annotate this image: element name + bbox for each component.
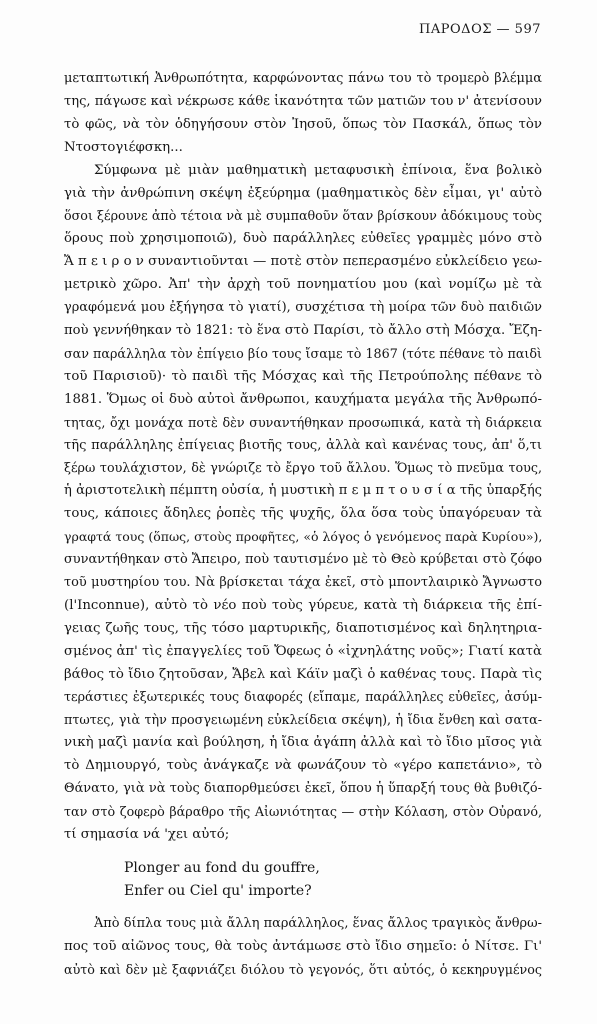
text-line: μεταπτωτική Ἀνθρωπότητα, καρφώνοντας πάνω του τὸ τρομερὸ βλέμμα — [64, 71, 542, 86]
text-line: πτωτες, γιὰ τὴν προσγειωμένη εὐκλείδεια σκέψη), ἡ ἴδια ἔνθεη καὶ σατα- — [64, 712, 542, 728]
text-line: νικὴ μαζὶ μανία καὶ βούληση, ἡ ἴδια ἀγάπη ἀλλὰ καὶ τὸ ἴδιο μῖσος γιὰ — [64, 735, 542, 751]
text-line: ὅρους ποὺ χρησιμοποιῶ), δυὸ παράλληλες εὐθεῖες γραμμὲς μόνο στὸ — [64, 231, 542, 247]
text-line: τητας, ὄχι μονάχα ποτὲ δὲν συναντήθηκαν προσωπικά, κατὰ τὴ διάρκεια — [64, 414, 542, 430]
text-line: ταν στὸ ζοφερὸ βάραθρο τῆς Αἰωνιότητας — στὴν Κόλαση, στὸν Οὐρανό, — [64, 804, 542, 819]
text-line: Ντοστογιέφσκη... — [64, 139, 183, 155]
running-head: ΠΑΡΟΔΟΣ — 597 — [419, 22, 541, 37]
text-line: γιὰ τὴν ἀνθρώπινη σκέψη ἐξεύρημα (μαθηματικὸς δὲν εἶμαι, γι' αὐτὸ — [64, 185, 542, 201]
text-line: τί σημασία νά 'χει αὐτό; — [64, 826, 230, 842]
text-line: τοῦ Παρισιοῦ)· τὸ παιδὶ τῆς Μόσχας καὶ τῆς Πετρούπολης πέθανε τὸ — [64, 368, 542, 384]
text-line: ποὺ γεννήθηκαν τὸ 1821: τὸ ἕνα στὸ Παρίσι, τὸ ἄλλο στὴ Μόσχα. Ἔζη- — [64, 322, 542, 338]
verse-line: Enfer ou Ciel qu' importe? — [124, 882, 312, 899]
text-line: σαν παράλληλα τὸν ἐπίγειο βίο τους ἴσαμε τὸ 1867 (τότε πέθανε τὸ παιδὶ — [64, 345, 542, 361]
text-line: της, πάγωσε καὶ νέκρωσε κάθε ἱκανότητα τῶν ματιῶν του ν' ἀτενίσουν — [64, 93, 542, 109]
paragraph-2 — [64, 160, 542, 847]
text-line: (l'Inconnue), αὐτὸ τὸ νέο ποὺ τοὺς γύρευε, κατὰ τὴ διάρκεια τῆς ἐπί- — [64, 597, 542, 613]
text-line: γραφτά τους (ὅπως, στοὺς προφῆτες, «ὁ λόγος ὁ γενόμενος παρὰ Κυρίου»), — [64, 529, 542, 545]
text-line: αὐτὸ καὶ δὲν μὲ ξαφνιάζει διόλου τὸ γεγονός, ὅτι αὐτός, ὁ κεκηρυγμένος — [64, 961, 542, 977]
text-line: συναντήθηκαν στὸ Ἄπειρο, ποὺ ταυτισμένο μὲ τὸ Θεὸ κρύβεται στὸ ζόφο — [64, 552, 542, 568]
text-line: Σύμφωνα μὲ μιὰν μαθηματικὴ μεταφυσικὴ ἐπίνοια, ἕνα βολικὸ — [94, 162, 542, 178]
text-line: τοῦ μυστηρίου του. Νὰ βρίσκεται τάχα ἐκεῖ, στὸ μποντλαιρικὸ Ἄγνωστο — [64, 574, 542, 590]
text-line: τὸ φῶς, νὰ τὸν ὁδηγήσουν στὸν Ἰησοῦ, ὅπως τὸν Πασκάλ, ὅπως τὸν — [64, 116, 542, 132]
text-line: Ἄ π ε ι ρ ο ν συναντιοῦνται — ποτὲ στὸν πεπερασμένο εὐκλείδειο γεω- — [64, 254, 542, 270]
body-text — [64, 68, 542, 982]
text-line: Ἀπὸ δίπλα τους μιὰ ἄλλη παράλληλος, ἕνας ἄλλος τραγικὸς ἄνθρω- — [94, 915, 542, 931]
paragraph-3 — [64, 913, 542, 982]
text-line: τους, κάποιες ἄδηλες ῥοπὲς τῆς ψυχῆς, ὅλα ὅσα τοὺς ὑπαγόρευαν τὰ — [64, 506, 542, 522]
paragraph-1 — [64, 68, 542, 160]
text-line: μετρικὸ χῶρο. Ἀπ' τὴν ἀρχὴ τοῦ πονηματίου μου (καὶ νομίζω μὲ τὰ — [64, 277, 542, 293]
text-line: σμένος ἀπ' τὶς ἐπαγγελίες τοῦ Ὄφεως ὁ «ἰχνηλάτης νοῦς»; Γιατί κατὰ — [64, 643, 542, 659]
text-line: Θάνατο, γιὰ νὰ τοὺς διαπορθμεύσει ἐκεῖ, ὅπου ἡ ὕπαρξή τους θὰ βυθιζό- — [64, 781, 542, 797]
text-line: βάθος τὸ ἴδιο ζητοῦσαν, Ἄβελ καὶ Κάϊν μαζὶ ὁ καθένας τους. Παρὰ τὶς — [64, 666, 542, 682]
text-line: πος τοῦ αἰῶνος τους, θὰ τοὺς ἀντάμωσε στὸ ἴδιο σημεῖο: ὁ Νίτσε. Γι' — [64, 938, 542, 954]
text-line: τῆς παράλληλης ἐπίγειας βιοτῆς τους, ἀλλὰ καὶ κανένας τους, ἀπ' ὅ,τι — [64, 437, 542, 453]
text-line: ἡ ἀριστοτελικὴ πέμπτη οὐσία, ἡ μυστικὴ π ε μ π τ ο υ σ ί α τῆς ὑπαρξής — [64, 483, 542, 499]
verse-quote — [124, 857, 542, 903]
text-line: τεράστιες ἐξωτερικές τους διαφορές (εἴπαμε, παράλληλες εὐθεῖες, ἀσύμ- — [64, 689, 542, 705]
text-line: ξέρω τουλάχιστον, δὲ γνώριζε τὸ ἔργο τοῦ ἄλλου. Ὅμως τὸ πνεῦμα τους, — [64, 460, 542, 476]
text-line: τὸ Δημιουργό, τοὺς ἀνάγκαζε νὰ φωνάζουν τὸ «γέρο καπετάνιο», τὸ — [64, 758, 542, 774]
text-line: ὅσοι ξέρουνε ἀπὸ τέτοια νὰ μὲ συμπαθοῦν ὅταν βρίσκουν ἀδόκιμους τοὺς — [64, 208, 542, 224]
text-line: 1881. Ὅμως οἱ δυὸ αὐτοὶ ἄνθρωποι, καυχήματα μεγάλα τῆς Ἀνθρωπό- — [64, 391, 542, 407]
text-line: γειας ζωῆς τους, τῆς τόσο μαρτυρικῆς, διαποτισμένος καὶ δηλητηρια- — [64, 620, 542, 636]
text-line: γραφόμενά μου ἐξήγησα τὸ γιατί), συσχέτισα τὴ μοίρα τῶν δυὸ παιδιῶν — [64, 300, 542, 316]
verse-line: Plonger au fond du gouffre, — [124, 859, 320, 876]
